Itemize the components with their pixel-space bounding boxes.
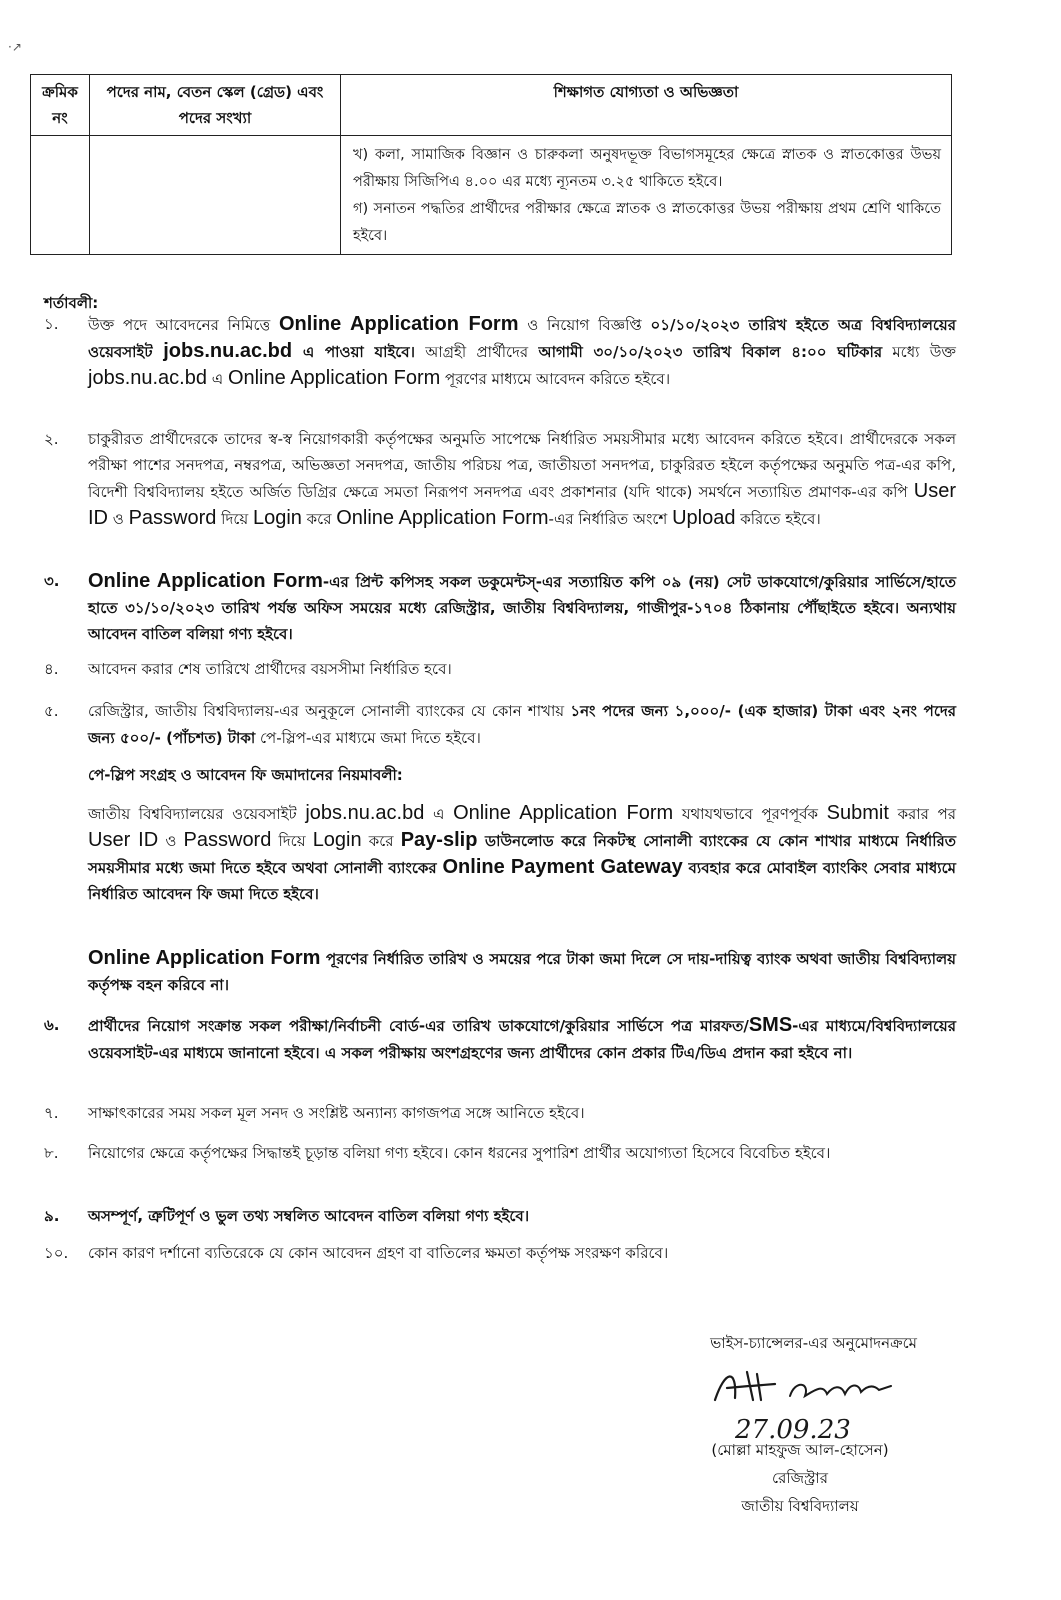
clause-text: রেজিস্ট্রার, জাতীয় বিশ্ববিদ্যালয়-এর অনুকূলে সোনালী ব্যাংকের যে কোন শাখায় ১নং পদের জন্য ১,০০০/- (এক হাজার) টাকা এবং ২নং পদের জন্য ৫০০/- (পাঁচশত) টাকা পে-স্লিপ-এর মাধ্যমে জমা দিতে হইবে।	[88, 702, 956, 747]
clause-text: উক্ত পদে আবেদনের নিমিত্তে Online Application Form ও নিয়োগ বিজ্ঞপ্তি ০১/১০/২০২৩ তারিখ হইতে অত্র বিশ্ববিদ্যালয়ের ওয়েবসাইট jobs.nu.ac.bd এ পাওয়া যাইবে। আগ্রহী প্রার্থীদের আগামী ৩০/১০/২০২৩ তারিখ বিকাল ৪:০০ ঘটিকার মধ্যে উক্ত jobs.nu.ac.bd এ Online Application Form পূরণের মাধ্যমে আবেদন করিতে হইবে।	[88, 313, 956, 389]
clause-number: ১.	[44, 315, 59, 333]
clause-10	[44, 1240, 956, 1267]
table-row	[31, 136, 952, 255]
scan-mark: ·↗	[8, 40, 22, 54]
cell-serial	[31, 136, 90, 255]
clause-5	[44, 698, 956, 752]
clause-3	[44, 568, 956, 647]
approval-line: ভাইস-চ্যান্সেলর-এর অনুমোদনক্রমে	[710, 1334, 917, 1352]
clause-8	[44, 1140, 956, 1167]
clause-number: ৩.	[44, 572, 60, 590]
clause-4	[44, 656, 956, 683]
clause-7	[44, 1100, 956, 1127]
clause-text: আবেদন করার শেষ তারিখে প্রার্থীদের বয়সসীমা নির্ধারিত হবে।	[88, 660, 452, 678]
clause-number: ৬.	[44, 1016, 60, 1034]
clause-2	[44, 426, 956, 532]
clause-number: ১০.	[44, 1244, 69, 1262]
clause-9	[44, 1203, 956, 1230]
pay-slip-paragraph: জাতীয় বিশ্ববিদ্যালয়ের ওয়েবসাইট jobs.nu.ac.bd এ Online Application Form যথাযথভাবে পূরণপূর্বক Submit করার পর User ID ও Password দিয়ে Login করে Pay-slip ডাউনলোড করে নিকটস্থ সোনালী ব্যাংকের যে কোন শাখার মাধ্যমে নির্ধারিত সময়সীমার মধ্যে জমা দিতে হইবে অথবা সোনালী ব্যাংকের Online Payment Gateway ব্যবহার করে মোবাইল ব্যাংকিং সেবার মাধ্যমে নির্ধারিত আবেদন ফি জমা দিতে হইবে।	[88, 802, 957, 903]
cell-post	[90, 136, 341, 255]
clause-6	[44, 1012, 956, 1067]
qualification-item: খ) কলা, সামাজিক বিজ্ঞান ও চারুকলা অনুষদভূক্ত বিভাগসমূহের ক্ষেত্রে স্নাতক ও স্নাতকোত্তর উভয় পরীক্ষায় সিজিপিএ ৪.০০ এর মধ্যে ন্যূনতম ৩.২৫ থাকিতে হইবে।	[353, 147, 941, 190]
clause-text: নিয়োগের ক্ষেত্রে কর্তৃপক্ষের সিদ্ধান্তই চূড়ান্ত বলিয়া গণ্য হইবে। কোন ধরনের সুপারিশ প্রার্থীর অযোগ্যতা হিসেবে বিবেচিত হইবে।	[88, 1144, 831, 1162]
clause-number: ৪.	[44, 660, 59, 678]
handwritten-date: 27.09.23	[735, 1415, 851, 1445]
table-header-row	[31, 75, 952, 136]
clause-number: ২.	[44, 430, 59, 448]
qualification-item: গ) সনাতন পদ্ধতির প্রার্থীদের পরীক্ষার ক্ষেত্রে স্নাতক ও স্নাতকোত্তর উভয় পরীক্ষায় প্রথম শ্রেণি থাকিতে হইবে।	[353, 201, 941, 244]
clause-1	[44, 311, 956, 392]
signatory-organization: জাতীয় বিশ্ববিদ্যালয়	[741, 1497, 859, 1515]
header-serial: ক্রমিক নং	[31, 75, 90, 136]
pay-slip-heading: পে-স্লিপ সংগ্রহ ও আবেদন ফি জমাদানের নিয়মাবলী:	[88, 766, 403, 784]
qualification-table	[30, 74, 952, 255]
signatory-block	[650, 1436, 950, 1520]
terms-heading: শর্তাবলী:	[44, 294, 99, 312]
clause-text: Online Application Form-এর প্রিন্ট কপিসহ সকল ডকুমেন্টস্-এর সত্যায়িত কপি ০৯ (নয়) সেট ডাকযোগে/কুরিয়ার সার্ভিসে/হাতে হাতে ৩১/১০/২০২৩ তারিখ পর্যন্ত অফিস সময়ের মধ্যে রেজিস্ট্রার, জাতীয় বিশ্ববিদ্যালয়, গাজীপুর-১৭০৪ ঠিকানায় পৌঁছাইতে হইবে। অন্যথায় আবেদন বাতিল বলিয়া গণ্য হইবে।	[88, 570, 956, 643]
clause-text: চাকুরীরত প্রার্থীদেরকে তাদের স্ব-স্ব নিয়োগকারী কর্তৃপক্ষের অনুমতি সাপেক্ষে নির্ধারিত সময়সীমার মধ্যে আবেদন করিতে হইবে। প্রার্থীদেরকে সকল পরীক্ষা পাশের সনদপত্র, নম্বরপত্র, অভিজ্ঞতা সনদপত্র, জাতীয় পরিচয় পত্র, জাতীয়তা সনদপত্র, চাকুরিরত হইলে কর্তৃপক্ষের অনুমতি পত্র-এর কপি, বিদেশী বিশ্ববিদ্যালয় হইতে অর্জিত ডিগ্রির ক্ষেত্রে সমতা নিরূপণ সনদপত্র এবং প্রকাশনার (যদি থাকে) সমর্থনে সত্যায়িত প্রমাণক-এর কপি User ID ও Password দিয়ে Login করে Online Application Form-এর নির্ধারিত অংশে Upload করিতে হইবে।	[88, 430, 956, 529]
clause-number: ৯.	[44, 1207, 60, 1225]
signatory-name: (মোল্লা মাহফুজ আল-হোসেন)	[711, 1441, 889, 1459]
signatory-title: রেজিস্ট্রার	[771, 1469, 829, 1487]
clause-text: প্রার্থীদের নিয়োগ সংক্রান্ত সকল পরীক্ষা/নির্বাচনী বোর্ড-এর তারিখ ডাকযোগে/কুরিয়ার সার্ভিসে পত্র মারফত/SMS-এর মাধ্যমে/বিশ্ববিদ্যালয়ের ওয়েবসাইট-এর মাধ্যমে জানানো হইবে। এ সকল পরীক্ষায় অংশগ্রহণের জন্য প্রার্থীদের কোন প্রকার টিএ/ডিএ প্রদান করা হইবে না।	[88, 1014, 957, 1062]
late-payment-paragraph: Online Application Form পূরণের নির্ধারিত তারিখ ও সময়ের পরে টাকা জমা দিলে সে দায়-দায়িত্ব ব্যাংক অথবা জাতীয় বিশ্ববিদ্যালয় কর্তৃপক্ষ বহন করিবে না।	[88, 947, 957, 994]
header-post: পদের নাম, বেতন স্কেল (গ্রেড) এবং পদের সংখ্যা	[90, 75, 341, 136]
cell-qualification	[341, 136, 952, 255]
header-qualification: শিক্ষাগত যোগ্যতা ও অভিজ্ঞতা	[341, 75, 952, 136]
clause-number: ৭.	[44, 1104, 59, 1122]
clause-number: ৮.	[44, 1144, 59, 1162]
clause-text: সাক্ষাৎকারের সময় সকল মূল সনদ ও সংশ্লিষ্ট অন্যান্য কাগজপত্র সঙ্গে আনিতে হইবে।	[88, 1104, 585, 1122]
clause-number: ৫.	[44, 702, 59, 720]
clause-text: অসম্পূর্ণ, ত্রুটিপূর্ণ ও ভুল তথ্য সম্বলিত আবেদন বাতিল বলিয়া গণ্য হইবে।	[88, 1207, 530, 1225]
clause-text: কোন কারণ দর্শানো ব্যতিরেকে যে কোন আবেদন গ্রহণ বা বাতিলের ক্ষমতা কর্তৃপক্ষ সংরক্ষণ করিবে।	[88, 1244, 669, 1262]
